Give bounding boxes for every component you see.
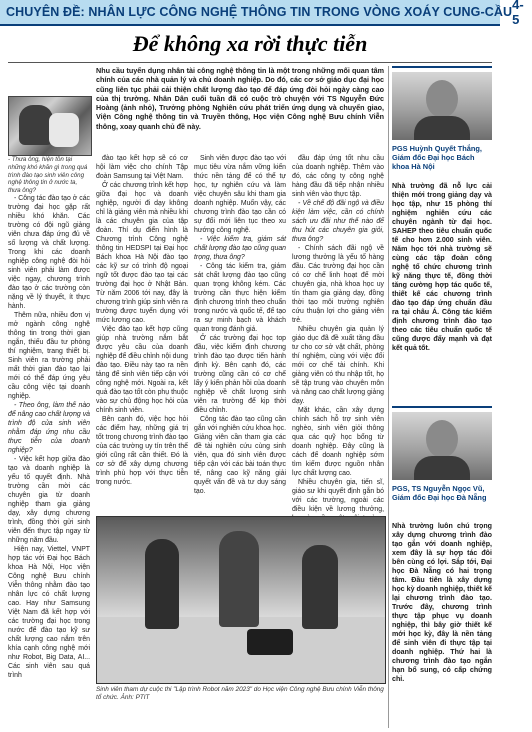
sidebar-quote-2 [392,406,492,730]
page-numbers: 4-5 [512,0,524,27]
section-title: CHUYÊN ĐỀ: NHÂN LỰC CÔNG NGHỆ THÔNG TIN TRONG VÒNG XOÁY CUNG-CẦU [6,5,513,19]
paragraph: Việc đào tạo kết hợp cũng giúp nhà trường nắm bắt được yêu cầu của doanh nghiệp để điều chỉnh nội dung đào tạo. Điều này tạo ra nền tảng để sinh viên tiếp cận với công nghệ mới. Ngoài ra, kết quả đào tạo tốt còn phụ thuộc vào sự chủ động học hỏi của chính sinh viên. [96,326,188,414]
big-photo-caption: Sinh viên tham dự cuộc thi "Lập trình Robot năm 2023" do Học viện Công nghệ Bưu chính Viễn thông tổ chức. Ảnh: PTIT [96,686,384,702]
portrait-photo [392,72,492,140]
quote-person-name: PGS Huỳnh Quyết Thắng, Giám đốc Đại học Bách khoa Hà Nội [392,144,482,172]
quote-person-name: PGS, TS Nguyễn Ngọc Vũ, Giám đốc Đại học Đà Nẵng [392,484,487,503]
photo-figure-right [49,113,79,147]
paragraph: Thêm nữa, nhiều đơn vị mở ngành công nghệ thông tin trong thời gian ngắn, thiếu đầu tư phòng thí nghiệm, trang thiết bị. Sinh viên ra trường phải mất thời gian đào tạo lại mới có thể đáp ứng yêu cầu công việc tại doanh nghiệp. [8,312,90,400]
paragraph: đào tạo kết hợp sẽ có cơ hội làm việc cho chính Tập đoàn Samsung tại Việt Nam. [96,155,188,180]
paragraph: Mặt khác, cần xây dựng chính sách hỗ trợ sinh viên nghèo, sinh viên giỏi thông qua các quỹ học bổng từ doanh nghiệp. Đây cũng là cách để doanh nghiệp sớm tìm kiếm được nguồn nhân lực chất lượng cao. [292,407,384,477]
article-column-3 [194,154,286,512]
paragraph: - Chính sách đãi ngộ về lương thưởng là yếu tố hàng đầu. Các trường đại học cần có cơ chế linh hoạt để mời chuyên gia, nhà khoa học uy tín tham gia giảng dạy, đồng thời tạo môi trường nghiên cứu thuận lợi cho giảng viên trẻ. [292,245,384,324]
robot-contest-photo [96,516,386,684]
quote-text: Nhà trường luôn chú trọng xây dựng chương trình đào tạo gắn với doanh nghiệp, xem đây là sự hợp tác đôi bên cùng có lợi. Sắp tới, Đại học Đà Nẵng có hai trọng tâm. Đầu tiên là xây dựng học kỳ doanh nghiệp, thiết kế lại chương trình đào tạo. Trước đây, chương trình thực tập phục vụ doanh nghiệp, thì bây giờ thiết kế mới học kỳ, đây là nền tảng để sinh viên đi thực tập tại doanh nghiệp. Thứ hai là chương trình đào tạo ngắn hạn bổ sung, có cấp chứng chỉ. [392,522,492,683]
paragraph: Nhiều chuyên gia, tiến sĩ, giáo sư khi quyết định gắn bó với các trường, ngoài các điều kiện về lương thưởng, [292,479,384,513]
sidebar-quote-1 [392,66,492,400]
paragraph: - Việc kết hợp giữa đào tạo và doanh nghiệp là yếu tố quyết định. Nhà trường cần mời các chuyên gia từ doanh nghiệp tham gia giảng dạy, xây dựng chương trình, đồng thời gửi sinh viên đến thực tập ngay từ những năm đầu. [8,456,90,544]
paragraph: Nhiều chuyên gia quản lý giáo dục đã đề xuất tăng đầu tư cho cơ sở vật chất, phòng thí nghiệm, cùng với việc đổi mới cơ chế tài chính. Khi giảng viên có thu nhập tốt, họ sẽ tập trung vào chuyên môn và nâng cao chất lượng giảng dạy. [292,326,384,405]
small-photo-caption: - Thưa ông, hiện tồn tại những khó khăn gì trong quá trình đào tạo sinh viên công nghệ thông tin ở nước ta, thưa ông? [8,156,88,195]
paragraph: Hiện nay, Viettel, VNPT hợp tác với Đại học Bách khoa Hà Nội, Học viện Công nghệ Bưu chính Viễn thông nhằm đào tạo nhân lực có chất lượng cao. Hay như Samsung Việt Nam đã kết hợp với các trường đại học trong nước để đào tạo kỹ sư chất lượng cao nắm trên khía cạnh công nghệ mới như Robot, Big Data, AI... Các sinh viên sau quá trình [8,546,90,679]
photo-robot [247,629,293,655]
portrait-torso [414,116,470,140]
interview-question: - Việc kiểm tra, giám sát chất lượng đào tạo cũng quan trọng, thưa ông? [194,236,286,261]
portrait-face [426,80,458,118]
section-header [0,0,524,27]
article-column-2 [96,154,188,512]
photo-person-3 [302,545,338,629]
portrait-face [426,420,458,458]
portrait-torso [414,456,470,480]
sidebar-quotes [392,66,492,728]
paragraph: Công tác đào tạo cũng cần gắn với nghiên cứu khoa học. Giảng viên cần tham gia các đề tài nghiên cứu cùng sinh viên, qua đó sinh viên được tiếp cận với các bài toán thực tế, nâng cao kỹ năng giải quyết vấn đề và tư duy sáng tạo. [194,416,286,495]
article-column-1 [8,194,90,728]
article-headline: Để không xa rời thực tiễn [132,31,368,56]
interviewee-photo [8,96,92,156]
column-divider [388,66,389,728]
photo-figure-left [19,105,53,145]
paragraph: Bên cạnh đó, việc học hỏi các điểm hay, những giá trị tốt trong chương trình đào tạo của các trường uy tín trên thế giới cũng rất cần thiết. Đó là cơ sở để xây dựng chương trình phù hợp với thực tiễn trong nước. [96,416,188,486]
photo-person-2 [219,531,259,627]
interview-question: - Theo ông, làm thế nào để nâng cao chất lượng và trình độ của sinh viên nhằm đáp ứng nhu cầu thực tiễn của doanh nghiệp? [8,402,90,454]
paragraph: - Công tác đào tạo ở các trường đại học gặp rất nhiều khó khăn. Các trường có đội ngũ giảng viên chưa đáp ứng đủ về số lượng và chất lượng. Trong khi các doanh nghiệp công nghệ đòi hỏi sinh viên phải làm được việc ngay, chương trình đào tạo ở các trường còn nặng về lý thuyết, ít thực hành. [8,195,90,310]
quote-text: Nhà trường đã nỗ lực cải thiện mới trong giảng dạy và học tập, như 15 phòng thí nghiệm nghiên cứu các chuyên ngành từ đại học. SAHEP theo tiêu chuẩn quốc tế cho hơn 2.000 sinh viên. Năm học tới nhà trường sẽ cùng các tập đoàn công nghệ tổ chức chương trình kỹ năng thực tế, đồng thời tăng cường hợp tác quốc tế, thiết kế các chương trình đào tạo đáp ứng chuẩn đầu ra tại châu Á. Công tác kiểm định chương trình đào tạo theo các tiêu chuẩn quốc tế cũng được đẩy mạnh và đạt kết quả tốt. [392,182,492,352]
paragraph: - Công tác kiểm tra, giám sát chất lượng đào tạo cũng quan trọng không kém. Các trường cần thực hiện kiểm định chương trình theo chuẩn trong nước và quốc tế, để tạo ra sự minh bạch và khách quan trong đánh giá. [194,263,286,333]
paragraph: Ở các chương trình kết hợp giữa đại học và doanh nghiệp, người đi dạy không chỉ là giảng viên mà nhiều khi là các chuyên gia của tập đoàn. Thí dụ điển hình là Chương trình Công nghệ thông tin HEDSPI tại Đại học Bách khoa Hà Nội đào tạo các kỹ sư có trình độ ngoại ngữ tốt được đào tạo tại các trường đại học ở Nhật Bản. Từ năm 2006 tới nay, đây là chương trình giúp sinh viên ra trường được tuyển dụng với mức lương cao. [96,182,188,324]
portrait-photo [392,412,492,480]
interview-question: - Về chế độ đãi ngộ và điều kiện làm việc, cần có chính sách ưu đãi như thế nào để thu hút các chuyên gia giỏi, thưa ông? [292,200,384,243]
article-lead: Nhu cầu tuyển dụng nhân tài công nghệ thông tin là một trong những mối quan tâm chính của các nhà quản lý và chủ doanh nghiệp. Do đó, các cơ sở giáo dục đại học cũng liên tục phải cải thiện chất lượng đào tạo để đáp ứng đòi hỏi ngày càng cao của thị trường. Nhân Dân cuối tuần đã có cuộc trò chuyện với TS Nguyễn Đức Hoàng (ảnh nhỏ), Trưởng phòng Nghiên cứu phát triển ứng dụng và chuyển giao, Viện Công nghệ thông tin và Truyền thông, Học viện Công nghệ Bưu chính Viễn thông, xoay quanh chủ đề này. [96,66,384,131]
paragraph: Ở các trường đại học top đầu, việc kiểm định chương trình đào tạo được tiến hành định kỳ. Bên cạnh đó, các trường cũng cần có cơ chế lấy ý kiến phản hồi của doanh nghiệp về chất lượng sinh viên ra trường để kịp thời điều chỉnh. [194,335,286,414]
paragraph: Sinh viên được đào tạo với mục tiêu vừa nắm vững kiến thức nền tảng để có thể tự học, tự nghiên cứu và làm việc chuyên sâu khi tham gia doanh nghiệp. Muốn vậy, các chương trình đào tạo cần có sự đổi mới liên tục theo xu hướng công nghệ. [194,155,286,234]
photo-person-1 [145,539,179,629]
article-body [8,66,386,728]
headline-divider [8,62,492,63]
paragraph: đầu đáp ứng tốt nhu cầu của doanh nghiệp. Thêm vào đó, các công ty công nghệ hàng đầu đã tiếp nhận nhiều sinh viên vào thực tập. [292,155,384,198]
